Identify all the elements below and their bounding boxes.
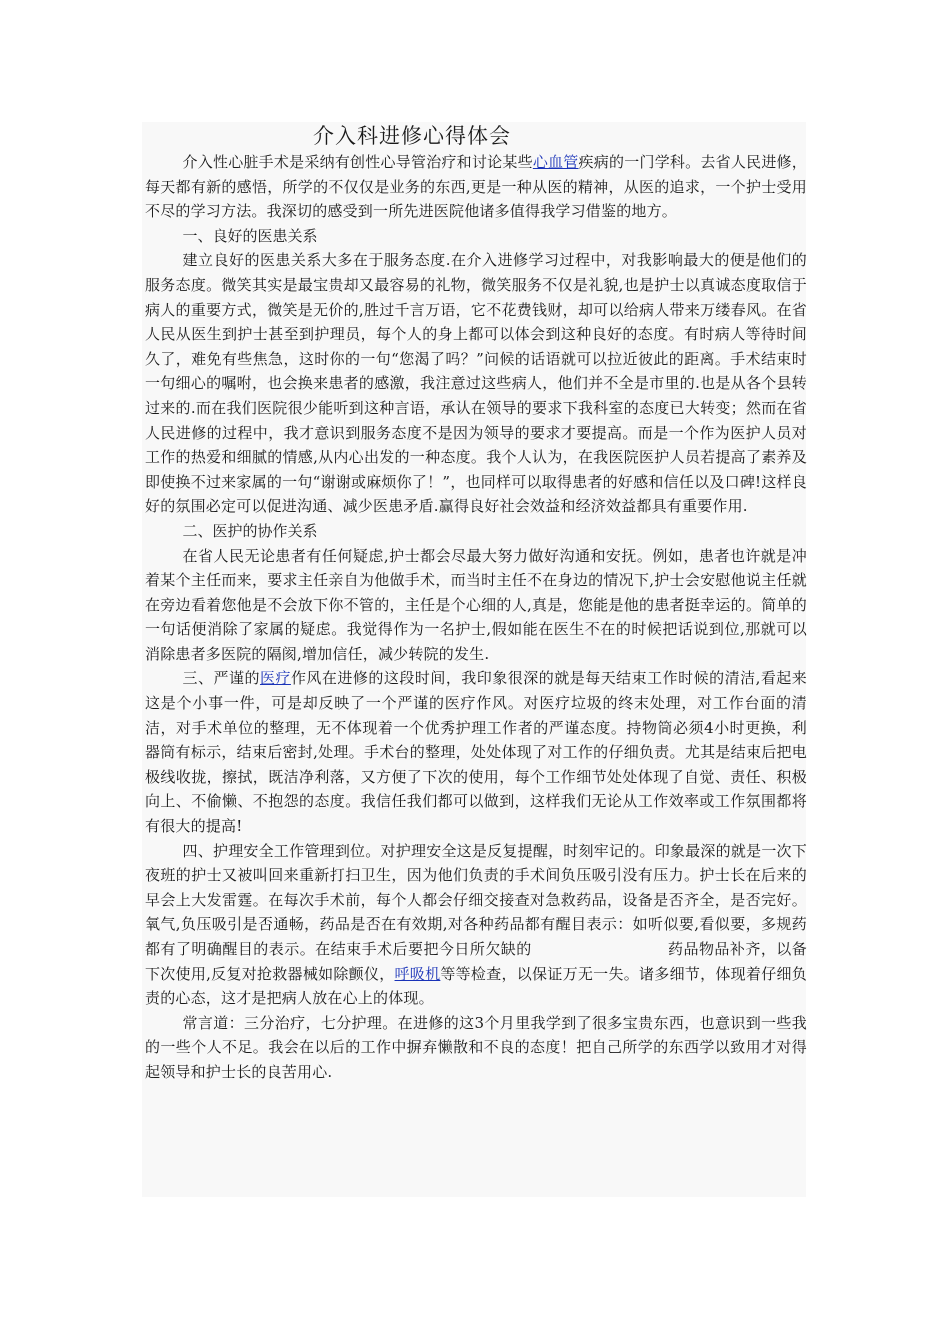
intro-paragraph xyxy=(145,150,807,224)
section2-paragraph: 在省人民无论患者有任何疑虑,护士都会尽最大努力做好沟通和安抚。例如，患者也许就是冲着某个主任而来，要求主任亲自为他做手术，而当时主任不在身边的情况下,护士会安慰他说主任就在旁边看着您他是不会放下你不管的，主任是个心细的人,真是，您能是他的患者挺幸运的。简单的一句话便消除了家属的疑虑。我觉得作为一名护士,假如能在医生不在的时候把话说到位,那就可以消除患者多医院的隔阂,增加信任，减少转院的发生. xyxy=(145,546,807,663)
document-title: 介入科进修心得体会 xyxy=(313,124,511,148)
section4-text-b: 药品物品补齐，以备下次使用,反复对抢救器械如除颤仪， xyxy=(145,940,807,983)
section3-paragraph xyxy=(145,666,807,838)
cardiovascular-link[interactable]: 心血管 xyxy=(532,153,579,171)
section1-heading: 一、良好的医患关系 xyxy=(182,226,318,245)
intro-text-b: 疾病的一门学科。去省人民进修，每天都有新的感悟，所学的不仅仅是业务的东西,更是一种从医的精神，从医的追求，一个护士受用不尽的学习方法。我深切的感受到一所先进医院他诸多值得我学习借鉴的地方。 xyxy=(145,153,807,221)
section4-paragraph xyxy=(145,839,807,1011)
intro-text-a: 介入性心脏手术是采纳有创性心导管治疗和讨论某些 xyxy=(182,153,533,171)
section3-text-a: 三、严谨的 xyxy=(182,669,260,688)
section3-text-b: 作风在进修的这段时间，我印象很深的就是每天结束工作时候的清洁,看起来这是个小事一件，可是却反映了一个严谨的医疗作风。对医疗垃圾的终末处理，对工作台面的清洁，对手术单位的整理，无不体现着一个优秀护理工作者的严谨态度。持物筒必须4小时更换，利器筒有标示，结束后密封,处理。手术台的整理，处处体现了对工作的仔细负责。尤其是结束后把电极线收拢，擦拭，既洁净利落，又方便了下次的使用，每个工作细节处处体现了自觉、责任、积极向上、不偷懒、不抱怨的态度。我信任我们都可以做到，这样我们无论从工作效率或工作氛围都将有很大的提高! xyxy=(145,669,807,836)
section1-paragraph: 建立良好的医患关系大多在于服务态度.在介入进修学习过程中，对我影响最大的便是他们的服务态度。微笑其实是最宝贵却又最容易的礼物，微笑服务不仅是礼貌,也是护士以真诚态度取信于病人的重要方式，微笑是无价的,胜过千言万语，它不花费钱财，却可以给病人带来万缕春风。在省人民从医生到护士甚至到护理员，每个人的身上都可以体会到这种良好的态度。有时病人等待时间久了，难免有些焦急，这时你的一句“您渴了吗？”问候的话语就可以拉近彼此的距离。手术结束时一句细心的嘱咐，也会换来患者的感激，我注意过这些病人，他们并不全是市里的.也是从各个县转过来的.而在我们医院很少能听到这种言语，承认在领导的要求下我科室的态度已大转变；然而在省人民进修的过程中，我才意识到服务态度不是因为领导的要求才要提高。而是一个作为医护人员对工作的热爱和细腻的情感,从内心出发的一种态度。我个人认为，在我医院医护人员若提高了素养及即使换不过来家属的一句“谢谢或麻烦你了！”，也同样可以取得患者的好感和信任以及口碑!这样良好的氛围必定可以促进沟通、减少医患矛盾.赢得良好社会效益和经济效益都具有重要作用. xyxy=(145,251,807,516)
section4-text-c: 等等检查，以保证万无一失。诸多细节，体现着仔细负责的心态，这才是把病人放在心上的体现。 xyxy=(145,964,807,1008)
section4-text-a: 四、护理安全工作管理到位。对护理安全这是反复提醒，时刻牢记的。印象最深的就是一次下夜班的护士又被叫回来重新打扫卫生，因为他们负责的手术间负压吸引没有压力。护士长在后来的早会上大发雷霆。在每次手术前，每个人都会仔细交接查对急救药品，设备是否齐全，是否完好。氧气,负压吸引是否通畅，药品是否在有效期,对各种药品都有醒目表示：如听似要,看似要，多规药都有了明确醒目的表示。在结束手术后要把今日所欠缺的 xyxy=(145,841,807,958)
section2-heading: 二、医护的协作关系 xyxy=(182,521,318,540)
document-body xyxy=(145,122,807,1085)
conclusion-paragraph: 常言道：三分治疗，七分护理。在进修的这3个月里我学到了很多宝贵东西，也意识到一些我的一些个人不足。我会在以后的工作中摒弃懒散和不良的态度！把自己所学的东西学以致用才对得起领导和护士长的良苦用心. xyxy=(145,1013,807,1081)
ventilator-link[interactable]: 呼吸机 xyxy=(394,964,441,983)
medical-link[interactable]: 医疗 xyxy=(259,669,291,688)
